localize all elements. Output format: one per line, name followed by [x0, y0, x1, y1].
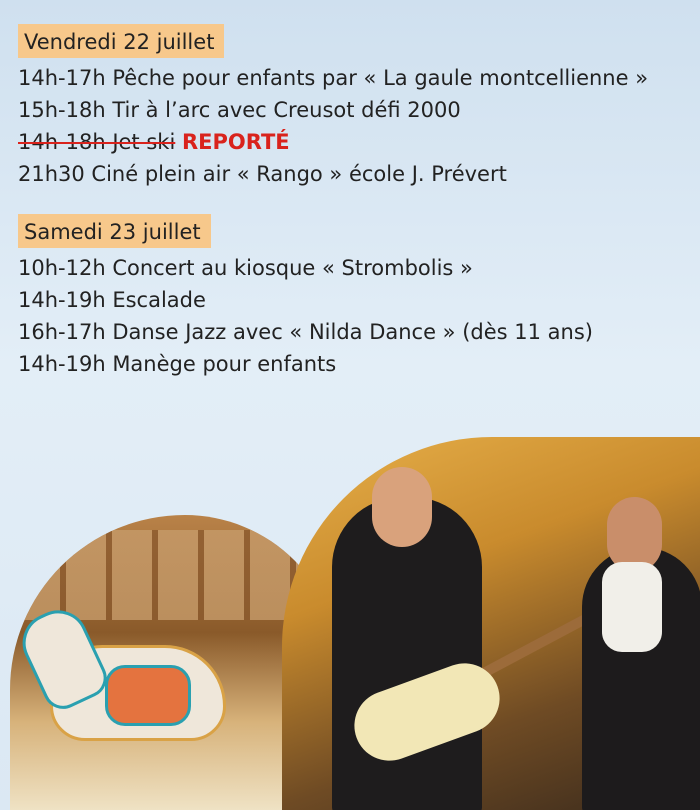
cancelled-event-text: 14h-18h Jet ski: [18, 130, 176, 154]
guitarist-right-head: [607, 497, 662, 572]
horse-saddle: [105, 665, 191, 726]
white-scarf: [602, 562, 662, 652]
friday-event-1: 14h-17h Pêche pour enfants par « La gaule montcellienne »: [18, 66, 649, 90]
friday-event-2: 15h-18h Tir à l’arc avec Creusot défi 2000: [18, 98, 461, 122]
saturday-event-1: 10h-12h Concert au kiosque « Strombolis »: [18, 256, 473, 280]
concert-guitarists-photo: [282, 437, 700, 810]
guitarist-left-head: [372, 467, 432, 547]
saturday-event-2: 14h-19h Escalade: [18, 288, 206, 312]
saturday-event-4: 14h-19h Manège pour enfants: [18, 352, 337, 376]
program-text: [18, 24, 690, 380]
friday-event-4: 21h30 Ciné plein air « Rango » école J. Prévert: [18, 162, 507, 186]
carousel-canopy: [20, 530, 330, 620]
friday-day-label: Vendredi 22 juillet: [18, 24, 224, 58]
saturday-event-3: 16h-17h Danse Jazz avec « Nilda Dance » (dès 11 ans): [18, 320, 593, 344]
friday-event-cancelled: [18, 126, 690, 158]
saturday-day-label: Samedi 23 juillet: [18, 214, 211, 248]
reporte-label: REPORTÉ: [181, 130, 290, 154]
